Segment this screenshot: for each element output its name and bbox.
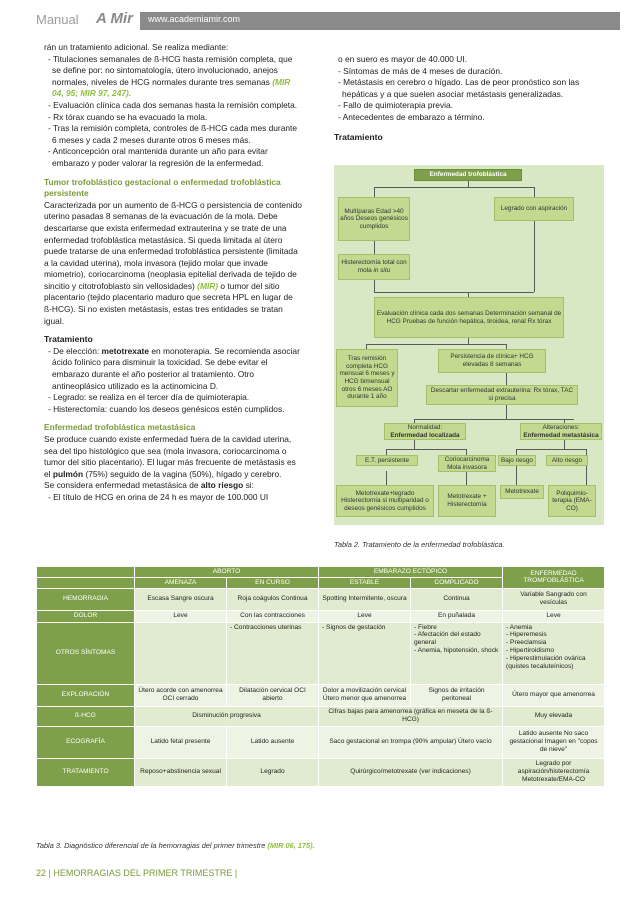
row-label: EXPLORACIÓN (37, 684, 135, 706)
row-label: DOLOR (37, 610, 135, 622)
table-corner (37, 567, 135, 578)
table-cell: Con las contracciones (227, 610, 319, 622)
flow-node-poliquimioterapia: Poliquimio-terapia (EMA-CO) (548, 485, 596, 517)
differential-diagnosis-table (36, 566, 604, 830)
list-item: - Legrado: se realiza en el tercer día de quimioterapia. (48, 392, 250, 403)
table-cell: Reposo+abstinencia sexual (135, 758, 227, 786)
flow-node-descartar: Descartar enfermedad extrauterina: Rx tórax, TAC si precisa (426, 385, 578, 405)
table-cell: Legrado por aspiración/histerectomía Metotrexate/EMA-CO (503, 758, 605, 786)
col-estable: ESTABLE (319, 577, 411, 588)
connector (516, 449, 586, 450)
paragraph: Se considera enfermedad metastásica de alto riesgo si: (44, 480, 254, 491)
col-enfermedad: ENFERMEDAD TROMFOBLÁSTICA (503, 567, 605, 589)
paragraph: Caracterizada por un aumento de ß-HCG o persistencia de contenido uterino pasadas 8 semanas de la evacuación de la mola. Debe descartarse que exista enfermedad extrauterina y se trate de una enfermedad trofoblástica metastásica. Si queda limitada al útero puede tratarse de una enfermedad trofoblástica persistente (limitada a la cavidad uterina), mola invasora (tejido molar que invade miometrio), coriocarcinoma (neoplasia epitelial derivada de tejido de sincitio y citotrofoblasto sin vellosidades) (MIR) o tumor del sitio placentario (tejido placentario maduro que secreta HPL en lugar de ß-HCG). Si no existen metástasis, estas tres entidades se tratan igual. (44, 199, 302, 326)
flow-node-metotrexate-histerectomia: Metotrexate + Histerectomía (438, 485, 496, 517)
table-cell: Quirúrgico/metotrexate (ver indicaciones) (319, 758, 503, 786)
table-cell: Disminución progresiva (135, 706, 319, 726)
table-cell: Roja coágulos Continua (227, 588, 319, 610)
flow-node-alteraciones: Alteraciones: Enfermedad metastásica (520, 423, 602, 440)
table-cell: - Contracciones uterinas (227, 622, 319, 684)
table-cell: Latido ausente (227, 726, 319, 758)
page-footer: 22 | HEMORRAGIAS DEL PRIMER TRIMESTRE | (36, 868, 238, 878)
paragraph: Se produce cuando existe enfermedad fuera de la cavidad uterina, sea del tipo histológico que sea (mola invasora, coriocarcinoma o tumor del sitio placentario). El lugar más frecuente de metástasis es el pulmón (75%) seguido de la vagina (50%), hígado y cerebro. (44, 434, 296, 479)
connector (586, 465, 587, 485)
connector (366, 344, 506, 345)
right-column (334, 54, 606, 143)
flow-node-top: Enfermedad trofoblástica (414, 169, 522, 181)
connector (386, 471, 387, 485)
table-cell: Legrado (227, 758, 319, 786)
header-manual: Manual (36, 12, 79, 27)
flow-node-persistencia: Persistencia de clínica+ HCG elevadas 8 semanas (438, 349, 546, 373)
flow-node-metotrexate: Metotrexate (500, 485, 544, 499)
flow-node-multiparas: Multíparas Edad >40 años Deseos genésicos cumplidos (338, 197, 410, 241)
col-group-aborto: ABORTO (135, 567, 319, 578)
list-item: - Tras la remisión completa, controles de ß-HCG cada mes durante 6 meses y cada 2 meses durante otros 6 meses más. (48, 123, 298, 145)
table-cell: Dilatación cervical OCI abierto (227, 684, 319, 706)
row-label: TRATAMIENTO (37, 758, 135, 786)
col-complicado: COMPLICADO (411, 577, 503, 588)
paragraph: rán un tratamiento adicional. Se realiza mediante: (44, 42, 229, 52)
table-corner (37, 577, 135, 588)
table-cell: Dolor a movilización cervical Útero menor que amenorrea (319, 684, 411, 706)
list-item: - Rx tórax cuando se ha evacuado la mola. (48, 111, 208, 122)
table-cell: - Anemia - Hiperemesis - Preeclamsia - Hipertiroidismo - Hiperestimulación ovárica (quistes tecaluteínicos) (503, 622, 605, 684)
connector (534, 220, 535, 292)
list-item: - Metástasis en cerebro o hígado. Las de peor pronóstico son las hepáticas y a que suelen asociar metástasis generalizadas. (338, 77, 580, 99)
table-cell: En puñalada (411, 610, 503, 622)
list-item: o en suero es mayor de 40.000 UI. (338, 54, 467, 64)
row-label: ß-HCG (37, 706, 135, 726)
connector (506, 405, 507, 419)
table-cell: Latido fetal presente (135, 726, 227, 758)
table-cell: Continua (411, 588, 503, 610)
connector (414, 419, 574, 420)
table-cell: Latido ausente No saco gestacional Imagen en "copos de nieve" (503, 726, 605, 758)
flow-node-bajo-riesgo: Bajo riesgo (498, 455, 536, 466)
connector (534, 187, 535, 197)
treatment-flowchart (334, 165, 604, 525)
section-heading: Tratamiento (334, 131, 383, 142)
table-cell: Cifras bajas para amenorrea (gráfica en meseta de la ß-HCG) (319, 706, 503, 726)
connector (374, 292, 534, 293)
header-brand: A Mir (96, 10, 133, 27)
list-item: - Antecedentes de embarazo a término. (338, 111, 485, 122)
section-heading: Enfermedad trofoblástica metastásica (44, 422, 196, 433)
flow-node-metotrexate-legrado: Metotrexate+legrado Histerectomía si multiparidad o deseos genésicos cumplidos (336, 485, 434, 517)
connector (466, 471, 467, 485)
list-item: - Anticoncepción oral mantenida durante un año para evitar embarazo y poder valorar la regresión de la enfermedad. (48, 146, 268, 168)
list-item: - El título de HCG en orina de 24 h es mayor de 100.000 UI (48, 491, 269, 502)
col-en-curso: EN CURSO (227, 577, 319, 588)
connector (506, 373, 507, 385)
flow-node-histerectomia: Histerectomía total con mola in situ (338, 254, 410, 280)
connector (516, 465, 517, 485)
flow-node-et-persistente: E.T. persistente (356, 455, 418, 466)
section-heading: Tratamiento (44, 334, 93, 345)
list-item: - De elección: metotrexate en monoterapia. Se recomienda asociar ácido folínico para disminuir la toxicidad. Se debe evitar el embarazo durante el año posterior al tratamiento. Otro antineoplásico utilizado es la actinomicina D. (48, 345, 300, 391)
list-item: - Evaluación clínica cada dos semanas hasta la remisión completa. (48, 99, 298, 110)
list-item: - Síntomas de más de 4 meses de duración. (338, 65, 503, 76)
table-cell: Spotting Intermitente, oscura (319, 588, 411, 610)
mir-ref: (MIR 04, 95; MIR 97, 247). (52, 76, 291, 99)
row-label: HEMORRAGIA (37, 588, 135, 610)
left-column (44, 42, 302, 504)
connector (374, 240, 375, 254)
col-group-ectopico: EMBARAZO ECTÓPICO (319, 567, 503, 578)
table-cell (135, 622, 227, 684)
flow-node-legrado: Legrado con aspiración (494, 197, 574, 221)
flow-node-remision: Tras remisión completa HCG mensual 6 meses y HCG bimensual otros 6 meses AO durante 1 año (336, 349, 398, 407)
row-label: ECOGRAFÍA (37, 726, 135, 758)
table-cell: Útero acorde con amenorrea OCI cerrado (135, 684, 227, 706)
connector (414, 439, 415, 449)
connector (374, 279, 375, 292)
table-cell: Variable Sangrado con vesículas (503, 588, 605, 610)
flow-node-evaluacion: Evaluación clínica cada dos semanas Determinación semanal de HCG Pruebas de función hepática, tiroidea, renal Rx tórax (374, 297, 564, 338)
table-cell: Leve (135, 610, 227, 622)
connector (386, 449, 466, 450)
table-cell: Útero mayor que amenorrea (503, 684, 605, 706)
list-item: - Titulaciones semanales de ß-HCG hasta remisión completa, que se define por: no sintomatología, útero involucionado, anejos normales, niveles de HCG normales durante tres semanas (MIR 04, 95; MIR 97, 247). (48, 53, 293, 99)
connector (564, 439, 565, 449)
flow-node-coriocarcinoma: Coriocarcinoma Mola invasora (438, 455, 496, 472)
table-cell: Leve (503, 610, 605, 622)
table-cell: Signos de irritación peritoneal (411, 684, 503, 706)
list-item: - Histerectomía: cuando los deseos genésicos estén cumplidos. (48, 403, 285, 414)
table-cell: Escasa Sangre oscura (135, 588, 227, 610)
row-label: OTROS SÍNTOMAS (37, 622, 135, 684)
list-item: - Fallo de quimioterapia previa. (338, 100, 453, 111)
table-cell: - Signos de gestación (319, 622, 411, 684)
connector (374, 187, 375, 197)
table-3-caption: Tabla 3. Diagnóstico diferencial de la hemorragias del primer trimestre (MIR 06, 175). (36, 841, 315, 850)
col-amenaza: AMENAZA (135, 577, 227, 588)
table-cell: - Fiebre - Afectación del estado general - Anemia, hipotensión, shock (411, 622, 503, 684)
header-url: www.academiamir.com (148, 14, 241, 24)
table-cell: Muy elevada (503, 706, 605, 726)
table-cell: Leve (319, 610, 411, 622)
table-cell: Saco gestacional en trompa (90% ampular) Útero vacío (319, 726, 503, 758)
connector (374, 187, 534, 188)
flow-node-alto-riesgo: Alto riesgo (546, 455, 588, 466)
flow-node-normalidad: Normalidad: Enfermedad localizada (384, 423, 466, 440)
table-2-caption: Tabla 2. Tratamiento de la enfermedad trofoblástica. (334, 540, 505, 549)
section-heading: Tumor trofoblástico gestacional o enfermedad trofoblástica persistente (44, 176, 281, 199)
